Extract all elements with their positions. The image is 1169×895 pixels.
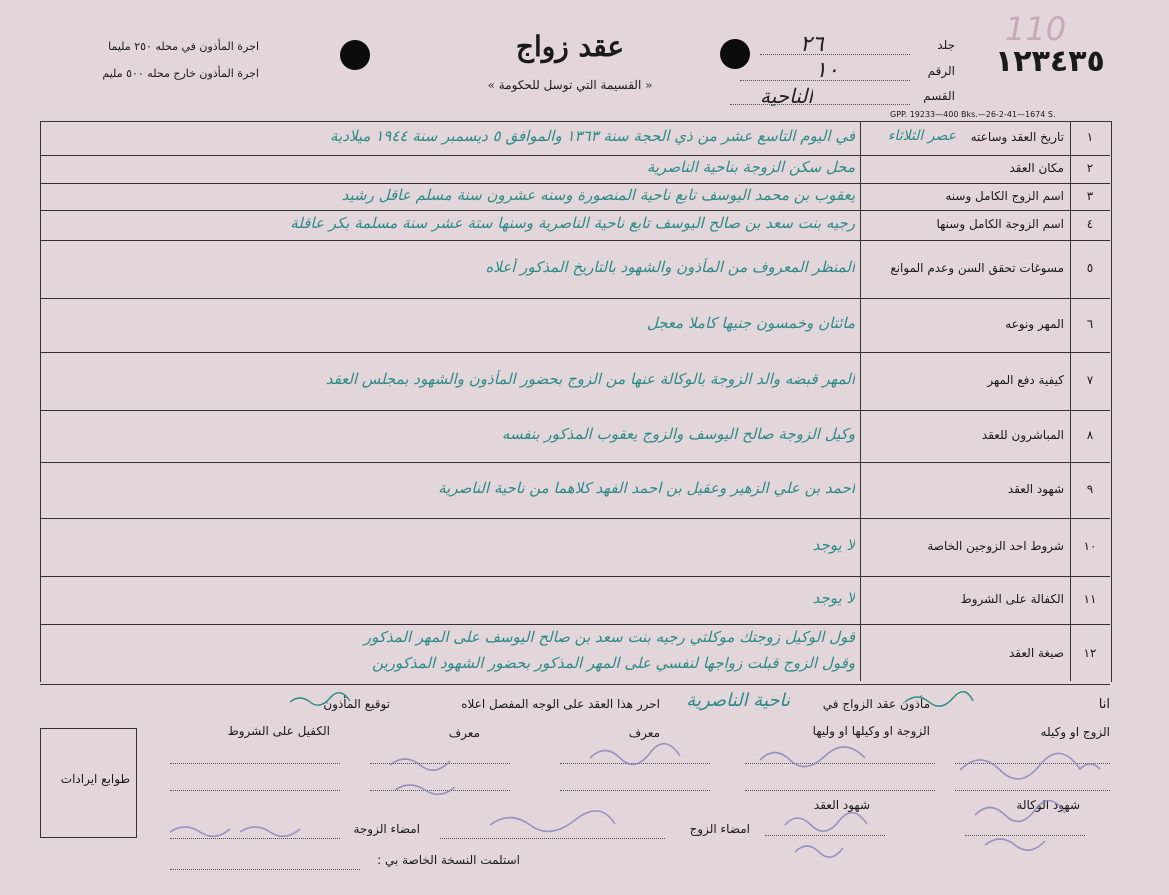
contract-witnesses-label: شهود العقد	[813, 798, 870, 812]
row-value: قول الوكيل زوجتك موكلتي رجيه بنت سعد بن صالح اليوسف على المهر المذكور	[363, 628, 855, 646]
row-bottom-line	[40, 624, 1110, 625]
jild-label: جلد	[937, 38, 955, 52]
witness1-label: معرف	[448, 726, 480, 740]
row-number: ٥	[1086, 261, 1094, 275]
agency-witnesses-label: شهود الوكالة	[1016, 798, 1080, 812]
row-bottom-line	[40, 183, 1110, 184]
sig-contract-1	[785, 813, 867, 831]
row-value: احمد بن علي الزهير وعقيل بن احمد الفهد كلاهما من ناحية الناصرية	[438, 479, 855, 497]
row-bottom-line	[40, 684, 1110, 685]
sig-agency-1	[975, 801, 1065, 822]
sig-agency-2	[985, 839, 1045, 850]
handwritten-corner-number: 110	[1005, 10, 1067, 48]
row-number: ٧	[1086, 373, 1094, 387]
row-number: ١١	[1083, 592, 1097, 606]
jild-value: ٢٦	[800, 32, 824, 57]
row-number: ٣	[1086, 188, 1094, 203]
row-value: يعقوب بن محمد اليوسف تابع ناحية المنصورة وسنه عشرون سنة مسلم عاقل رشيد	[341, 185, 855, 204]
row-label: شهود العقد	[1007, 482, 1064, 496]
fee-inside: اجرة المأذون في محله ٢٥٠ مليما	[108, 40, 259, 53]
sig-bride	[760, 747, 865, 767]
row-label: تاريخ العقد وساعته	[970, 130, 1064, 144]
sig-contract-2	[795, 846, 843, 857]
wife-sign-label: امضاء الزوجة	[353, 822, 420, 836]
declaration-sign-label: توقيع المأذون	[323, 697, 390, 711]
raqam-label: الرقم	[927, 64, 955, 78]
row-bottom-line	[40, 410, 1110, 411]
row-label: المهر ونوعه	[1005, 317, 1064, 331]
row-value: محل سكن الزوجة بناحية الناصرية	[646, 158, 855, 176]
row-number: ٦	[1086, 317, 1094, 331]
row-value: لا يوجد	[812, 589, 855, 607]
row-bottom-line	[40, 576, 1110, 577]
row-label: المباشرون للعقد	[981, 428, 1064, 442]
declaration-prefix: انا	[1098, 697, 1110, 712]
row-value: لا يوجد	[812, 536, 855, 554]
serial-number: ١٢٣٤٣٥	[995, 44, 1105, 79]
row-number: ٩	[1086, 482, 1094, 496]
row-bottom-line	[40, 462, 1110, 463]
bride-guardian-label: الزوجة او وكيلها او وليها	[812, 724, 930, 738]
row-value-line2: وقول الزوج قبلت زواجها لنفسي على المهر المذكور بحضور الشهود المذكورين	[372, 654, 855, 672]
row-value: مائتان وخمسون جنيها كاملا معجل	[646, 314, 855, 332]
row-number: ١	[1086, 130, 1094, 144]
received-copy-label: استلمت النسخة الخاصة بي :	[377, 853, 520, 867]
row-number: ١٠	[1083, 539, 1097, 553]
printer-line: GPP. 19233—400 Bks.—26-2-41—1674 S.	[890, 110, 1056, 119]
document-title: عقد زواج	[515, 30, 625, 63]
row-bottom-line	[40, 240, 1110, 241]
row-value: وكيل الزوجة صالح اليوسف والزوج يعقوب المذكور بنفسه	[501, 425, 855, 443]
witness2-label: معرف	[628, 726, 660, 740]
fee-outside: اجرة المأذون خارج محله ٥٠٠ مليم	[102, 67, 259, 80]
row-label: الكفالة على الشروط	[960, 592, 1064, 606]
row-value: في اليوم التاسع عشر من ذي الحجة سنة ١٣٦٣ والموافق ٥ ديسمبر سنة ١٩٤٤ ميلادية	[330, 127, 855, 145]
declaration-suffix: احرر هذا العقد على الوجه المفصل اعلاه	[461, 697, 660, 711]
sig-groom	[960, 753, 1100, 778]
row-value: المهر قبضه والد الزوجة بالوكالة عنها من الزوج بحضور المأذون والشهود بمجلس العقد	[325, 370, 855, 388]
row-value: رجيه بنت سعد بن صالح اليوسف تابع ناحية الناصرية وسنها ستة عشر سنة مسلمة بكر عاقلة	[290, 214, 855, 232]
declaration-place: ناحية الناصرية	[686, 690, 790, 711]
sig-witness-b	[390, 759, 455, 794]
sig-mazoun-name	[905, 692, 973, 706]
qism-label: القسم	[923, 89, 955, 103]
row-number: ١٢	[1083, 646, 1097, 660]
row-bottom-line	[40, 352, 1110, 353]
row-label-value: عصر الثلاثاء	[887, 128, 956, 144]
row-label: كيفية دفع المهر	[987, 373, 1064, 387]
sig-mazoun	[290, 693, 350, 706]
row-label: شروط احد الزوجين الخاصة	[927, 539, 1064, 553]
qism-value: الناحية	[760, 84, 813, 108]
row-number: ٢	[1086, 161, 1094, 175]
row-bottom-line	[40, 210, 1110, 211]
groom-guardian-label: الزوج او وكيله	[1040, 725, 1110, 739]
document-subtitle: « القسيمة التي توسل للحكومة »	[487, 78, 653, 92]
row-bottom-line	[40, 518, 1110, 519]
row-label: صيغة العقد	[1009, 646, 1064, 660]
row-number: ٨	[1086, 428, 1094, 442]
row-bottom-line	[40, 155, 1110, 156]
sig-witness-a	[590, 744, 680, 765]
sig-wife	[170, 827, 300, 836]
husband-sign-label: امضاء الزوج	[689, 822, 750, 836]
row-label: اسم الزوجة الكامل وسنها	[936, 217, 1064, 231]
revenue-stamps-label: طوابع ايرادات	[60, 772, 130, 786]
sig-husband	[490, 811, 615, 832]
row-bottom-line	[40, 298, 1110, 299]
row-value: المنظر المعروف من المأذون والشهود بالتاريخ المذكور أعلاه	[485, 258, 855, 276]
row-label: اسم الزوج الكامل وسنه	[945, 188, 1064, 203]
row-label: مكان العقد	[1009, 161, 1064, 175]
raqam-value: ١٠	[815, 58, 839, 83]
declaration-middle: مأذون عقد الزواج في	[822, 697, 930, 711]
guarantor-label: الكفيل على الشروط	[227, 724, 330, 738]
row-number: ٤	[1086, 217, 1094, 231]
row-label: مسوغات تحقق السن وعدم الموانع	[890, 261, 1064, 275]
